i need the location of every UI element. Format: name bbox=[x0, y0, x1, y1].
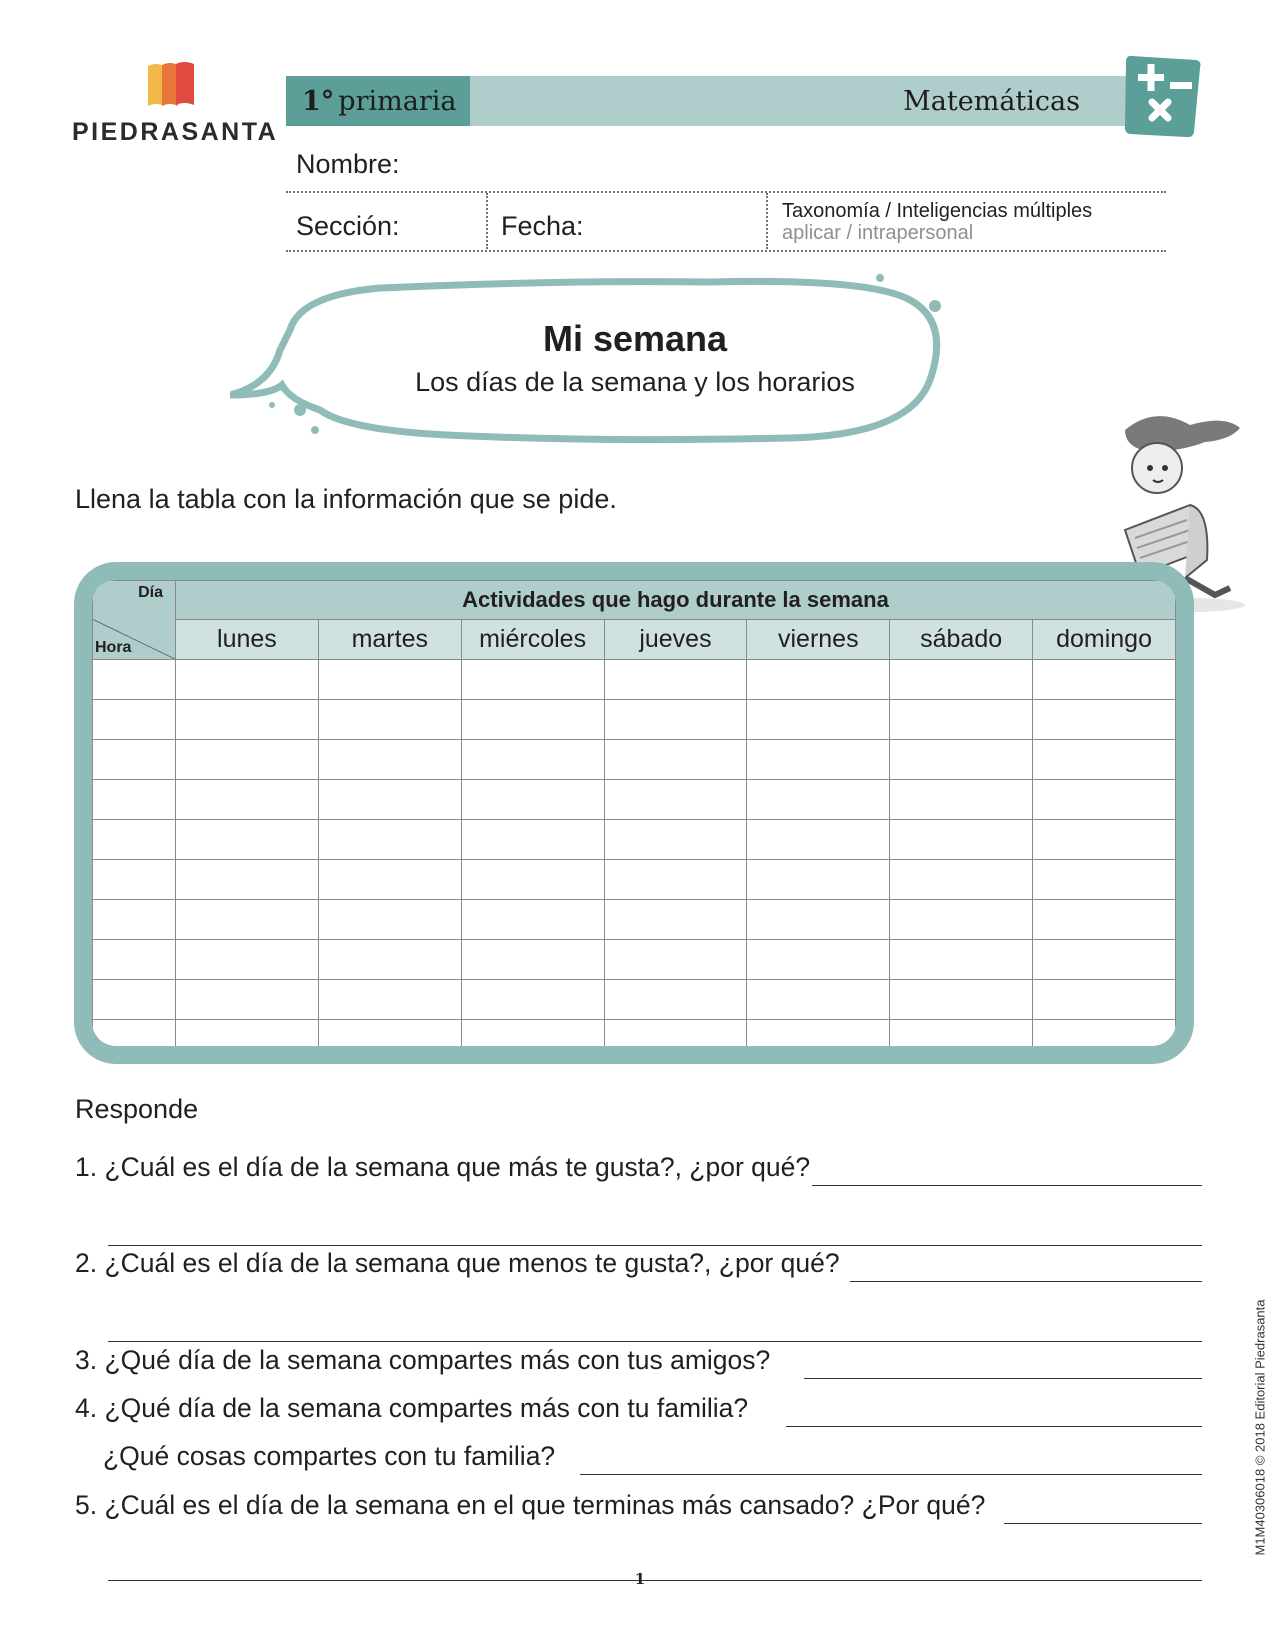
activity-cell[interactable] bbox=[1033, 780, 1176, 820]
answer-line[interactable] bbox=[580, 1474, 1202, 1475]
question-text: ¿Cuál es el día de la semana en el que terminas más cansado? ¿Por qué? bbox=[104, 1490, 986, 1520]
grade-number: 1° bbox=[302, 85, 335, 117]
field-divider bbox=[486, 193, 488, 249]
seccion-label: Sección: bbox=[296, 211, 400, 241]
hour-cell[interactable] bbox=[93, 1020, 176, 1047]
nombre-field-line[interactable] bbox=[286, 191, 1166, 193]
activity-cell[interactable] bbox=[604, 860, 747, 900]
activity-cell[interactable] bbox=[318, 660, 461, 700]
day-header-0: lunes bbox=[176, 620, 319, 660]
hour-cell[interactable] bbox=[93, 780, 176, 820]
question-text: ¿Cuál es el día de la semana que menos te gusta?, ¿por qué? bbox=[104, 1248, 840, 1278]
table-row bbox=[93, 780, 1176, 820]
activity-cell[interactable] bbox=[604, 740, 747, 780]
activity-cell[interactable] bbox=[747, 660, 890, 700]
table-row bbox=[93, 1020, 1176, 1047]
hour-cell[interactable] bbox=[93, 700, 176, 740]
activity-cell[interactable] bbox=[890, 980, 1033, 1020]
activity-cell[interactable] bbox=[176, 860, 319, 900]
activity-cell[interactable] bbox=[461, 740, 604, 780]
activity-cell[interactable] bbox=[890, 660, 1033, 700]
activity-cell[interactable] bbox=[604, 980, 747, 1020]
activity-cell[interactable] bbox=[176, 980, 319, 1020]
activity-cell[interactable] bbox=[318, 860, 461, 900]
activity-cell[interactable] bbox=[747, 940, 890, 980]
question-number: 4. bbox=[75, 1393, 98, 1423]
question-3 bbox=[75, 1345, 770, 1376]
activity-cell[interactable] bbox=[318, 940, 461, 980]
activity-cell[interactable] bbox=[890, 900, 1033, 940]
hour-cell[interactable] bbox=[93, 900, 176, 940]
activity-cell[interactable] bbox=[318, 1020, 461, 1047]
activity-cell[interactable] bbox=[1033, 900, 1176, 940]
activity-cell[interactable] bbox=[1033, 740, 1176, 780]
question-number: 1. bbox=[75, 1152, 98, 1182]
day-header-5: sábado bbox=[890, 620, 1033, 660]
activity-cell[interactable] bbox=[604, 700, 747, 740]
corner-label-dia: Día bbox=[138, 584, 163, 601]
activity-cell[interactable] bbox=[890, 700, 1033, 740]
activity-cell[interactable] bbox=[747, 860, 890, 900]
question-4 bbox=[75, 1393, 748, 1424]
form-bottom-line bbox=[286, 250, 1166, 252]
page-number: 1 bbox=[634, 1570, 646, 1588]
taxonomy-label: Taxonomía / Inteligencias múltiples bbox=[782, 200, 1093, 222]
activity-cell[interactable] bbox=[176, 740, 319, 780]
activity-cell[interactable] bbox=[1033, 980, 1176, 1020]
table-row bbox=[93, 740, 1176, 780]
table-row bbox=[93, 980, 1176, 1020]
subject-title: Matemáticas bbox=[903, 86, 1080, 117]
question-2 bbox=[75, 1248, 840, 1279]
question-number: 2. bbox=[75, 1248, 98, 1278]
copyright-credit: M1M40306018 © 2018 Editorial Piedrasanta bbox=[1252, 1299, 1268, 1556]
hour-cell[interactable] bbox=[93, 660, 176, 700]
activity-cell[interactable] bbox=[176, 820, 319, 860]
table-row bbox=[93, 940, 1176, 980]
fecha-label: Fecha: bbox=[501, 211, 584, 241]
hour-cell[interactable] bbox=[93, 940, 176, 980]
answer-line[interactable] bbox=[1004, 1523, 1202, 1524]
title-bubble bbox=[230, 270, 990, 450]
activity-cell[interactable] bbox=[318, 900, 461, 940]
activity-cell[interactable] bbox=[461, 700, 604, 740]
corner-label-hora: Hora bbox=[95, 639, 132, 656]
answer-line[interactable] bbox=[108, 1245, 1202, 1246]
grade-level: primaria bbox=[338, 85, 457, 117]
activity-cell[interactable] bbox=[1033, 660, 1176, 700]
activity-cell[interactable] bbox=[747, 780, 890, 820]
table-row bbox=[93, 860, 1176, 900]
responde-heading: Responde bbox=[75, 1094, 199, 1124]
table-row bbox=[93, 700, 1176, 740]
activity-cell[interactable] bbox=[318, 740, 461, 780]
hour-cell[interactable] bbox=[93, 860, 176, 900]
day-header-4: viernes bbox=[747, 620, 890, 660]
activity-cell[interactable] bbox=[890, 860, 1033, 900]
table-row bbox=[93, 660, 1176, 700]
activity-cell[interactable] bbox=[604, 940, 747, 980]
answer-line[interactable] bbox=[804, 1378, 1202, 1379]
question-text: ¿Cuál es el día de la semana que más te gusta?, ¿por qué? bbox=[104, 1152, 811, 1182]
activity-cell[interactable] bbox=[604, 660, 747, 700]
activity-cell[interactable] bbox=[1033, 940, 1176, 980]
instruction-text: Llena la tabla con la información que se pide. bbox=[75, 484, 617, 514]
question-text: ¿Qué día de la semana compartes más con tu familia? bbox=[104, 1393, 749, 1423]
activity-cell[interactable] bbox=[318, 780, 461, 820]
hour-cell[interactable] bbox=[93, 820, 176, 860]
hour-cell[interactable] bbox=[93, 740, 176, 780]
activity-cell[interactable] bbox=[890, 780, 1033, 820]
activity-cell[interactable] bbox=[461, 820, 604, 860]
activity-cell[interactable] bbox=[747, 980, 890, 1020]
activity-cell[interactable] bbox=[747, 700, 890, 740]
question-text: ¿Qué día de la semana compartes más con tus amigos? bbox=[104, 1345, 771, 1375]
activity-cell[interactable] bbox=[318, 980, 461, 1020]
day-header-1: martes bbox=[318, 620, 461, 660]
activity-cell[interactable] bbox=[176, 780, 319, 820]
activity-cell[interactable] bbox=[747, 820, 890, 860]
page-title: Mi semana bbox=[542, 318, 728, 359]
activity-cell[interactable] bbox=[747, 900, 890, 940]
activity-cell[interactable] bbox=[461, 860, 604, 900]
activities-table bbox=[92, 580, 1176, 1046]
day-header-2: miércoles bbox=[461, 620, 604, 660]
activity-cell[interactable] bbox=[461, 900, 604, 940]
activity-cell[interactable] bbox=[890, 1020, 1033, 1047]
activities-table-container bbox=[92, 580, 1176, 1046]
activity-cell[interactable] bbox=[461, 660, 604, 700]
activity-cell[interactable] bbox=[1033, 1020, 1176, 1047]
answer-line[interactable] bbox=[850, 1281, 1202, 1282]
activity-cell[interactable] bbox=[176, 900, 319, 940]
answer-line[interactable] bbox=[786, 1426, 1202, 1427]
activity-cell[interactable] bbox=[318, 820, 461, 860]
activity-cell[interactable] bbox=[1033, 860, 1176, 900]
activity-cell[interactable] bbox=[461, 980, 604, 1020]
taxonomy-value: aplicar / intrapersonal bbox=[782, 222, 974, 244]
activity-cell[interactable] bbox=[747, 740, 890, 780]
table-row bbox=[93, 900, 1176, 940]
field-divider bbox=[766, 193, 768, 249]
day-header-3: jueves bbox=[604, 620, 747, 660]
activity-cell[interactable] bbox=[747, 1020, 890, 1047]
activity-cell[interactable] bbox=[604, 820, 747, 860]
question-5 bbox=[75, 1490, 985, 1521]
question-text: ¿Qué cosas compartes con tu familia? bbox=[103, 1441, 556, 1471]
page-subtitle: Los días de la semana y los horarios bbox=[415, 367, 855, 397]
activity-cell[interactable] bbox=[1033, 700, 1176, 740]
question-4-followup bbox=[103, 1441, 555, 1472]
question-number: 5. bbox=[75, 1490, 98, 1520]
activity-cell[interactable] bbox=[604, 900, 747, 940]
activity-cell[interactable] bbox=[461, 780, 604, 820]
activity-cell[interactable] bbox=[176, 660, 319, 700]
open-book-logo-icon bbox=[146, 62, 198, 110]
day-header-6: domingo bbox=[1033, 620, 1176, 660]
activity-cell[interactable] bbox=[461, 940, 604, 980]
hour-cell[interactable] bbox=[93, 980, 176, 1020]
activity-cell[interactable] bbox=[604, 780, 747, 820]
nombre-label: Nombre: bbox=[296, 149, 400, 179]
activity-cell[interactable] bbox=[318, 700, 461, 740]
answer-line[interactable] bbox=[812, 1185, 1202, 1186]
activity-cell[interactable] bbox=[1033, 820, 1176, 860]
question-number: 3. bbox=[75, 1345, 98, 1375]
math-operations-icon bbox=[1124, 54, 1202, 140]
activity-cell[interactable] bbox=[176, 1020, 319, 1047]
answer-line[interactable] bbox=[108, 1341, 1202, 1342]
publisher-logo-text: PIEDRASANTA bbox=[72, 118, 279, 146]
table-corner-cell bbox=[93, 581, 176, 660]
activity-cell[interactable] bbox=[890, 940, 1033, 980]
table-caption: Actividades que hago durante la semana bbox=[176, 581, 1176, 620]
activity-cell[interactable] bbox=[890, 740, 1033, 780]
activity-cell[interactable] bbox=[176, 940, 319, 980]
table-row bbox=[93, 820, 1176, 860]
activity-cell[interactable] bbox=[604, 1020, 747, 1047]
question-1 bbox=[75, 1152, 810, 1183]
activity-cell[interactable] bbox=[461, 1020, 604, 1047]
grade-label bbox=[286, 76, 470, 126]
activity-cell[interactable] bbox=[176, 700, 319, 740]
activity-cell[interactable] bbox=[890, 820, 1033, 860]
